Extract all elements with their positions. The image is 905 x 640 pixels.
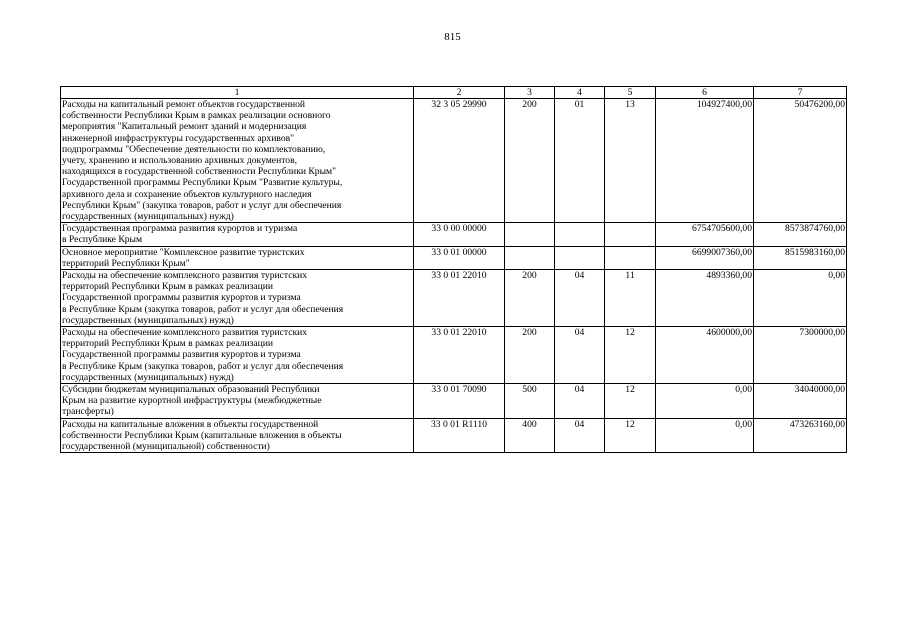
row-section: 04: [555, 270, 605, 327]
row-target-code: 32 3 05 29990: [414, 99, 505, 223]
row-target-code: 33 0 01 00000: [414, 246, 505, 269]
page-number: 815: [444, 31, 461, 43]
table-row: [61, 270, 847, 327]
row-section: [555, 223, 605, 246]
row-expense-type: 200: [505, 99, 555, 223]
row-section: 04: [555, 327, 605, 384]
row-target-code: 33 0 01 70090: [414, 384, 505, 419]
row-amount-col7: 0,00: [754, 270, 847, 327]
row-expense-type: 500: [505, 384, 555, 419]
header-col-3: 3: [505, 87, 555, 99]
row-amount-col6: 4600000,00: [656, 327, 754, 384]
row-amount-col6: 0,00: [656, 384, 754, 419]
row-amount-col6: 6754705600,00: [656, 223, 754, 246]
row-subsection: 11: [605, 270, 656, 327]
table-row: [61, 418, 847, 453]
row-expense-type: [505, 223, 555, 246]
row-target-code: 33 0 01 22010: [414, 270, 505, 327]
row-target-code: 33 0 01 22010: [414, 327, 505, 384]
row-subsection: [605, 223, 656, 246]
header-col-5: 5: [605, 87, 656, 99]
row-amount-col7: 8515983160,00: [754, 246, 847, 269]
header-col-1: 1: [61, 87, 414, 99]
row-expense-type: 200: [505, 270, 555, 327]
row-section: 04: [555, 418, 605, 453]
row-amount-col6: 6699007360,00: [656, 246, 754, 269]
row-expense-type: [505, 246, 555, 269]
row-amount-col6: 0,00: [656, 418, 754, 453]
row-subsection: 13: [605, 99, 656, 223]
row-subsection: [605, 246, 656, 269]
row-description: Расходы на капитальные вложения в объекты государственной собственности Республики Крым (капитальные вложения в объекты государственной (муниципальной) собственности): [61, 418, 414, 453]
table-row: [61, 384, 847, 419]
row-description: Расходы на капитальный ремонт объектов государственной собственности Республики Крым в рамках реализации основного мероприятия "Капитальный ремонт зданий и модернизация инженерной инфраструктуры государственных архивов" подпрограммы "Обеспечение деятельности по комплектованию, учету, хранению и использованию архивных документов, находящихся в государственной собственности Республики Крым" Государственной программы Республики Крым "Развитие культуры, архивного дела и сохранение объектов культурного наследия Республики Крым" (закупка товаров, работ и услуг для обеспечения государственных (муниципальных) нужд): [61, 99, 414, 223]
table-row: [61, 246, 847, 269]
table-row: [61, 327, 847, 384]
row-amount-col6: 104927400,00: [656, 99, 754, 223]
row-amount-col7: 7300000,00: [754, 327, 847, 384]
header-row: [61, 87, 847, 99]
row-expense-type: 400: [505, 418, 555, 453]
row-description: Расходы на обеспечение комплексного развития туристских территорий Республики Крым в рамках реализации Государственной программы развития курортов и туризма в Республике Крым (закупка товаров, работ и услуг для обеспечения государственных (муниципальных) нужд): [61, 327, 414, 384]
row-amount-col7: 50476200,00: [754, 99, 847, 223]
row-section: [555, 246, 605, 269]
table-row: [61, 99, 847, 223]
row-expense-type: 200: [505, 327, 555, 384]
row-amount-col7: 34040000,00: [754, 384, 847, 419]
row-target-code: 33 0 01 R1110: [414, 418, 505, 453]
row-section: 04: [555, 384, 605, 419]
row-description: Расходы на обеспечение комплексного развития туристских территорий Республики Крым в рамках реализации Государственной программы развития курортов и туризма в Республике Крым (закупка товаров, работ и услуг для обеспечения государственных (муниципальных) нужд): [61, 270, 414, 327]
budget-table: [60, 86, 847, 453]
row-amount-col6: 4893360,00: [656, 270, 754, 327]
row-subsection: 12: [605, 418, 656, 453]
row-subsection: 12: [605, 327, 656, 384]
row-description: Субсидии бюджетам муниципальных образований Республики Крым на развитие курортной инфраструктуры (межбюджетные трансферты): [61, 384, 414, 419]
row-description: Основное мероприятие "Комплексное развитие туристских территорий Республики Крым": [61, 246, 414, 269]
row-amount-col7: 8573874760,00: [754, 223, 847, 246]
header-col-2: 2: [414, 87, 505, 99]
header-col-4: 4: [555, 87, 605, 99]
header-col-7: 7: [754, 87, 847, 99]
row-description: Государственная программа развития курортов и туризма в Республике Крым: [61, 223, 414, 246]
row-section: 01: [555, 99, 605, 223]
row-amount-col7: 473263160,00: [754, 418, 847, 453]
table-row: [61, 223, 847, 246]
row-target-code: 33 0 00 00000: [414, 223, 505, 246]
row-subsection: 12: [605, 384, 656, 419]
header-col-6: 6: [656, 87, 754, 99]
